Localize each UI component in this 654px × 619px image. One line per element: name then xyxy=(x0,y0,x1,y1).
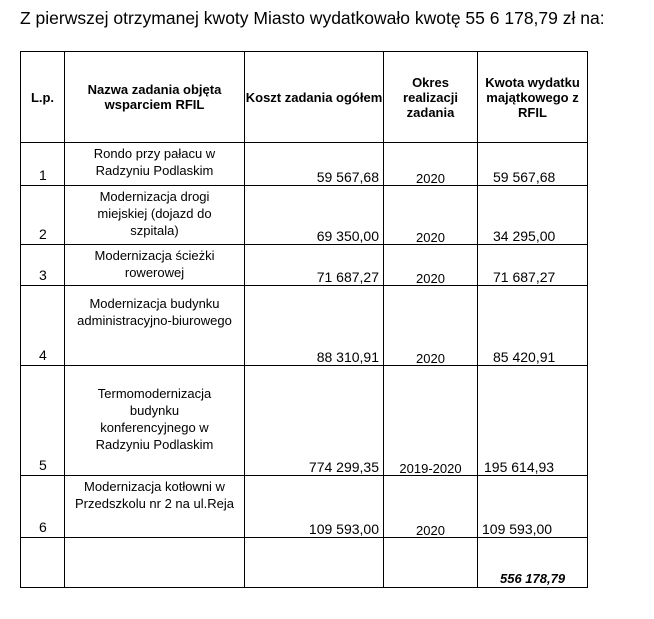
header-rfil-amount: Kwota wydatku majątkowego z RFIL xyxy=(478,52,588,143)
table-row xyxy=(21,476,588,538)
cell-task-name: Modernizacja drogi miejskiej (dojazd do szpitala) xyxy=(65,186,245,245)
cell-task-name: Termomodernizacja budynku konferencyjnego w Radzyniu Podlaskim xyxy=(65,366,245,476)
rfil-table xyxy=(20,51,588,588)
cell-rfil-amount: 59 567,68 xyxy=(478,143,588,186)
table-row xyxy=(21,366,588,476)
cell-task-name: Rondo przy pałacu w Radzyniu Podlaskim xyxy=(65,143,245,186)
cell-lp: 4 xyxy=(21,286,65,366)
table-row xyxy=(21,245,588,286)
cell-total-cost: 88 310,91 xyxy=(245,286,384,366)
table-total-row xyxy=(21,538,588,588)
cell-total-cost: 109 593,00 xyxy=(245,476,384,538)
cell-period: 2020 xyxy=(384,143,478,186)
cell-total-cost: 59 567,68 xyxy=(245,143,384,186)
cell-period: 2020 xyxy=(384,476,478,538)
cell-empty xyxy=(245,538,384,588)
cell-rfil-amount: 195 614,93 xyxy=(478,366,588,476)
cell-total-rfil: 556 178,79 xyxy=(478,538,588,588)
cell-period: 2020 xyxy=(384,286,478,366)
cell-period: 2020 xyxy=(384,186,478,245)
cell-task-name: Modernizacja kotłowni w Przedszkolu nr 2 na ul.Reja xyxy=(65,476,245,538)
header-lp: L.p. xyxy=(21,52,65,143)
cell-lp: 1 xyxy=(21,143,65,186)
cell-task-name: Modernizacja budynku administracyjno-biurowego xyxy=(65,286,245,366)
table-row xyxy=(21,143,588,186)
cell-rfil-amount: 109 593,00 xyxy=(478,476,588,538)
cell-rfil-amount: 71 687,27 xyxy=(478,245,588,286)
cell-empty xyxy=(21,538,65,588)
cell-rfil-amount: 34 295,00 xyxy=(478,186,588,245)
cell-task-name: Modernizacja ścieżki rowerowej xyxy=(65,245,245,286)
cell-total-cost: 71 687,27 xyxy=(245,245,384,286)
cell-period: 2019-2020 xyxy=(384,366,478,476)
cell-total-cost: 774 299,35 xyxy=(245,366,384,476)
header-task-name: Nazwa zadania objęta wsparciem RFIL xyxy=(65,52,245,143)
cell-lp: 6 xyxy=(21,476,65,538)
table-row xyxy=(21,286,588,366)
cell-period: 2020 xyxy=(384,245,478,286)
table-row xyxy=(21,186,588,245)
cell-lp: 3 xyxy=(21,245,65,286)
cell-lp: 2 xyxy=(21,186,65,245)
cell-empty xyxy=(384,538,478,588)
header-period: Okres realizacji zadania xyxy=(384,52,478,143)
header-total-cost: Koszt zadania ogółem xyxy=(245,52,384,143)
page-heading: Z pierwszej otrzymanej kwoty Miasto wydatkowało kwotę 55 6 178,79 zł na: xyxy=(20,8,605,28)
cell-empty xyxy=(65,538,245,588)
cell-total-cost: 69 350,00 xyxy=(245,186,384,245)
table-header-row xyxy=(21,52,588,143)
cell-lp: 5 xyxy=(21,366,65,476)
cell-rfil-amount: 85 420,91 xyxy=(478,286,588,366)
